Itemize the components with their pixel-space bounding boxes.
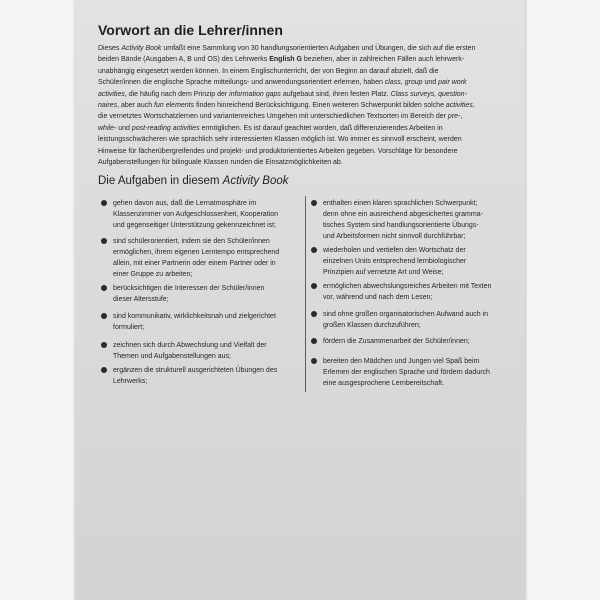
task-line: Themen und Aufgabenstellungen aus;	[113, 352, 231, 360]
bullet-icon	[311, 358, 317, 364]
intro-text: Hinweise für fächerübergreifendes und projekt- und produktorientiertes Arbeiten gegeben. Vorschläge für besondere	[98, 147, 458, 155]
intro-emphasis: activities	[445, 101, 473, 109]
bullet-icon	[311, 247, 317, 253]
intro-emphasis: class, group	[384, 79, 423, 87]
task-line: bereiten den Mädchen und Jungen viel Spaß beim	[323, 357, 480, 365]
intro-line	[98, 77, 475, 88]
section-heading-text: Die Aufgaben in diesem	[98, 175, 223, 187]
intro-text: umfaßt eine Sammlung von 30 handlungsorientierten Aufgaben und Übungen, die sich auf die ersten	[161, 45, 476, 52]
intro-line	[98, 100, 475, 111]
intro-text: ,	[472, 101, 475, 109]
page-title: Vorwort an die Lehrer/innen	[98, 22, 283, 38]
task-item	[323, 198, 483, 242]
task-line: Klassenzimmer von Aufgeschlossenheit, Kooperation	[113, 210, 278, 218]
task-line: großen Klassen durchzuführen;	[323, 321, 421, 329]
intro-text: beiden Bände (Ausgaben A, B und OS) des Lehrwerks	[98, 56, 270, 64]
intro-line	[98, 146, 475, 157]
intro-text: ,	[460, 113, 463, 121]
task-line: tisches System sind handlungsorientierte Übungs-	[323, 221, 479, 229]
intro-line	[98, 54, 475, 65]
task-line: vor, während und nach dem Lesen;	[323, 293, 433, 301]
task-item	[323, 245, 466, 278]
task-item	[323, 336, 470, 347]
task-line: sind schülerorientiert, indem sie den Schüler/innen	[113, 237, 270, 245]
intro-text: Schüler/innen die englische Sprache mitteilungs- und anwendungsorientiert erlernen, haben	[98, 79, 385, 87]
intro-text: Dieses	[98, 45, 122, 52]
task-line: berücksichtigen die Interessen der Schüler/innen	[113, 284, 265, 292]
task-item	[113, 283, 264, 305]
task-line: wiederholen und vertiefen den Wortschatz der	[323, 246, 466, 254]
intro-line	[98, 111, 475, 122]
task-item	[323, 356, 490, 389]
bullet-icon	[101, 367, 107, 373]
intro-line	[98, 123, 475, 134]
bullet-icon	[311, 311, 317, 317]
task-line: einer Gruppe zu arbeiten;	[113, 270, 193, 278]
bullet-icon	[311, 338, 317, 344]
intro-line	[98, 134, 475, 145]
intro-emphasis: while-	[98, 124, 117, 132]
section-heading	[98, 174, 289, 188]
intro-emphasis: pair work	[438, 79, 467, 87]
intro-emphasis: fun elements	[154, 101, 195, 109]
task-item	[113, 236, 279, 280]
task-line: einzelnen Units entsprechend lernbiologischer	[323, 257, 467, 265]
intro-emphasis: pre-	[447, 113, 461, 121]
task-line: und gegenseitiger Unterstützung gekennzeichnet ist;	[113, 221, 277, 229]
intro-line	[98, 157, 475, 168]
intro-text: Aufgabenstellungen für bilinguale Klassen runden die Einsatzmöglichkeiten ab.	[98, 158, 343, 166]
task-line: enthalten einen klaren sprachlichen Schwerpunkt;	[323, 199, 478, 207]
intro-emphasis: naires	[98, 101, 118, 109]
intro-line	[98, 89, 475, 100]
task-line: zeichnen sich durch Abwechslung und Vielfalt der	[113, 341, 267, 349]
intro-emphasis: Class surveys, question-	[390, 90, 467, 98]
task-item	[113, 311, 276, 333]
intro-text: , aber auch	[117, 101, 155, 109]
task-line: formuliert;	[113, 323, 145, 331]
bullet-icon	[101, 200, 107, 206]
task-line: ermöglichen abwechslungsreiches Arbeiten mit Texten	[323, 282, 492, 290]
intro-line	[98, 43, 475, 54]
bullet-icon	[101, 238, 107, 244]
bullet-icon	[311, 283, 317, 289]
intro-text: unabhängig eingesetzt werden können. In einem Englischunterricht, der von Beginn an darauf abzielt, daß die	[98, 67, 439, 75]
intro-text: und	[116, 124, 132, 132]
task-line: dieser Altersstufe;	[113, 295, 169, 303]
intro-line	[98, 66, 475, 77]
bullet-icon	[101, 285, 107, 291]
intro-text: und	[422, 79, 439, 87]
bullet-icon	[101, 342, 107, 348]
intro-text: aufgebaut sind, ihren festen Platz.	[280, 90, 391, 98]
task-item	[113, 198, 278, 231]
task-item	[323, 281, 491, 303]
intro-text: , die häufig nach dem Prinzip der	[124, 90, 230, 98]
task-line: sind ohne großen organisatorischen Aufwand auch in	[323, 310, 488, 318]
intro-text: ermöglichen. Es ist darauf geachtet worden, daß differenzierendes Arbeiten in	[199, 124, 443, 132]
task-item	[113, 340, 267, 362]
bullet-icon	[101, 313, 107, 319]
intro-text: finden hinreichend Berücksichtigung. Einen weiteren Schwerpunkt bilden solche	[194, 101, 446, 109]
task-line: Prinzipien auf vernetzte Art und Weise;	[323, 268, 444, 276]
task-line: Erlernen der englischen Sprache und fördern dadurch	[323, 368, 490, 376]
task-line: Lehrwerks;	[113, 377, 148, 385]
task-line: und Arbeitsformen nicht sinnvoll durchführbar;	[323, 232, 466, 240]
task-line: sind kommunikativ, wirklichkeitsnah und zielgerichtet	[113, 312, 276, 320]
intro-emphasis: activities	[98, 90, 125, 98]
intro-text: beziehen, aber in zahlreichen Fällen auch lehrwerk-	[301, 56, 465, 64]
task-line: ergänzen die strukturell ausgerichteten Übungen des	[113, 366, 278, 374]
section-heading-emphasis: Activity Book	[222, 175, 289, 187]
task-line: allein, mit einer Partnerin oder einem Partner oder in	[113, 259, 276, 267]
task-line: gehen davon aus, daß die Lernatmosphäre im	[113, 199, 257, 207]
bullet-icon	[311, 200, 317, 206]
intro-emphasis: Activity Book	[121, 45, 162, 52]
task-line: fördern die Zusammenarbeit der Schüler/innen;	[323, 337, 470, 345]
intro-paragraph	[98, 43, 475, 168]
task-item	[323, 309, 488, 331]
task-line: ermöglichen, ihrem eigenen Lerntempo entsprechend	[113, 248, 280, 256]
intro-text: leistungsschwächeren wie sprachlich sehr interessierten Klassen möglich ist. Wo immer es sinnvoll erscheint, werden	[98, 136, 462, 144]
intro-emphasis: information gaps	[229, 90, 281, 98]
task-line: denn ohne ein ausreichend abgesichertes gramma-	[323, 210, 483, 218]
task-line: eine ausgesprochene Lernbereitschaft.	[323, 379, 445, 387]
intro-bold: English G	[269, 56, 302, 64]
task-item	[113, 365, 277, 387]
column-divider	[305, 196, 306, 392]
intro-emphasis: post-reading activities	[131, 124, 200, 132]
intro-text: die vernetztes Wortschatzlernen und variantenreiches Umgehen mit unterschiedlichen Textsorten im Bereich der	[98, 113, 448, 121]
